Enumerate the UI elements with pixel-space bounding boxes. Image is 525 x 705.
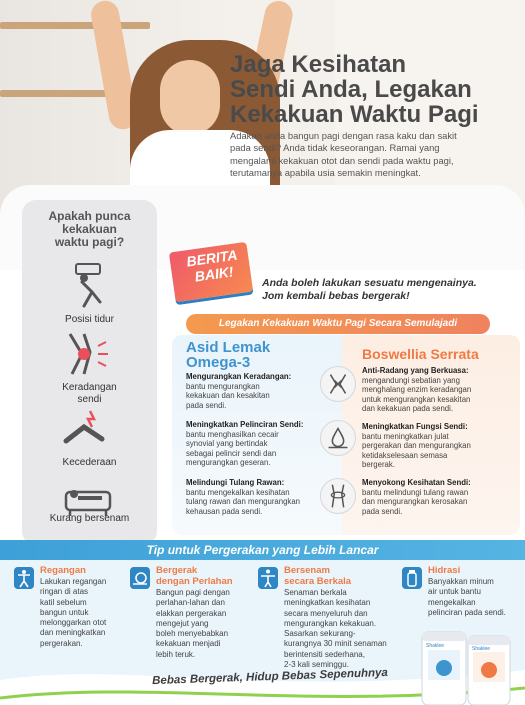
tip-line: perlahan-lahan dan — [156, 598, 225, 608]
benefit-line: synovial yang bertindak — [186, 439, 268, 449]
tip-line: pelinciran pada sendi. — [428, 607, 506, 617]
snail-icon — [130, 567, 150, 589]
benefit-line: bantu melindungi tulang rawan — [362, 487, 469, 497]
tip-line: elakkan pergerakan — [156, 608, 227, 618]
tip-body — [156, 588, 251, 660]
benefit-line: sebagai pelincir sendi dan — [186, 448, 277, 458]
benefit-title: Mengurangkan Keradangan: — [186, 372, 292, 381]
tip-line: Banyakkan minum — [428, 577, 494, 586]
boswellia-heading: Boswellia Serrata — [362, 346, 479, 362]
benefit-line: mengandungi sebatian yang — [362, 375, 460, 385]
tip-heading-line: secara Berkala — [284, 576, 352, 587]
brand-label: Shaklee — [472, 646, 491, 652]
tip-line: secara menyeluruh dan — [284, 608, 368, 618]
omega3-benefit — [186, 420, 326, 468]
tip-line: berintensiti sederhana, — [284, 649, 365, 659]
cause-label-line: sendi — [77, 394, 102, 405]
benefit-line: kekakuan dan kesakitan — [186, 391, 270, 401]
benefit-title: Meningkatkan Fungsi Sendi: — [362, 422, 468, 431]
benefit-line: dan kekakuan pada sendi. — [362, 404, 454, 414]
cause-label: Kurang bersenam — [49, 513, 130, 524]
benefit-title: Menyokong Kesihatan Sendi: — [362, 478, 471, 487]
benefit-line: bergerak. — [362, 460, 395, 470]
tip-line: bangun untuk — [40, 607, 89, 617]
benefit-line: ketidakselesaan semasa — [362, 450, 448, 460]
benefit-line: bantu mengurangkan — [186, 381, 260, 391]
cartilage-joint-icon — [320, 478, 356, 514]
tip-body — [284, 588, 399, 670]
tip-line: lebih teruk. — [156, 649, 196, 659]
tip-line: Sasarkan sekurang- — [284, 629, 356, 639]
tip-heading-line: Bersenam — [284, 565, 330, 576]
page-title — [230, 52, 520, 127]
title-line: Jaga Kesihatan — [230, 51, 407, 78]
title-line: Sendi Anda, Legakan — [230, 76, 472, 103]
tip-line: mengekalkan — [428, 597, 476, 607]
benefit-line: pada sendi. — [186, 400, 227, 410]
tip-line: meningkatkan kesihatan — [284, 598, 371, 608]
good-news-message — [262, 277, 517, 303]
intro-line: mengalami kekakuan otot dan sendi pada waktu pagi, — [230, 154, 454, 166]
cause-label — [22, 382, 157, 406]
tips-title: Tip untuk Pergerakan yang Lebih Lancar — [0, 540, 525, 560]
cause-label: Kecederaan — [62, 457, 117, 468]
heading-line: Omega-3 — [186, 354, 251, 371]
slogan: Bebas Bergerak, Hidup Bebas Sepenuhnya — [151, 666, 389, 688]
boswellia-benefit — [362, 366, 512, 414]
inflamed-knee-icon — [62, 330, 114, 378]
message-line: Anda boleh lakukan sesuatu mengenainya. — [262, 277, 477, 289]
inflammation-x-icon — [320, 366, 356, 402]
omega3-benefit — [186, 372, 326, 410]
tip-heading: Regangan — [40, 565, 86, 576]
tip-line: Senaman berkala — [284, 588, 347, 597]
benefit-line: pada sendi. — [362, 506, 403, 516]
question-line: kekakuan — [62, 222, 117, 236]
stretching-icon — [14, 567, 34, 589]
benefit-line: tulang rawan dan mengurangkan — [186, 497, 301, 507]
tip-line: kekakuan menjadi — [156, 639, 221, 649]
woman-face — [160, 60, 220, 135]
benefit-line: bantu meningkatkan julat — [362, 431, 449, 441]
benefit-line: mengurangkan geseran. — [186, 458, 271, 468]
tip-heading — [284, 565, 351, 587]
product-bottles-image — [418, 628, 513, 705]
wall-shelf — [0, 90, 110, 97]
tip-line: kurangnya 30 minit senaman — [284, 639, 387, 649]
brand-label: Shaklee — [426, 643, 445, 649]
exercise-icon — [258, 567, 278, 589]
tip-line: boleh menyebabkan — [156, 629, 229, 639]
benefit-title: Melindungi Tulang Rawan: — [186, 478, 285, 487]
tip-heading-line: dengan Perlahan — [156, 576, 233, 587]
tip-line: Bangun pagi dengan — [156, 588, 230, 597]
tip-line: melonggarkan otot — [40, 618, 107, 628]
benefit-title: Meningkatkan Pelinciran Sendi: — [186, 420, 304, 429]
intro-line: pada sendi? Anda tidak keseorangan. Ramai yang — [230, 142, 440, 154]
sleeping-position-icon — [62, 262, 114, 310]
benefit-line: pergerakan dan mengurangkan — [362, 441, 471, 451]
boswellia-benefit — [362, 422, 512, 470]
message-line: Jom kembali bebas bergerak! — [262, 290, 410, 302]
tip-heading-line: Bergerak — [156, 565, 198, 576]
intro-line: Adakah anda bangun pagi dengan rasa kaku dan sakit — [230, 130, 457, 141]
cause-label-line: Keradangan — [62, 382, 117, 393]
tip-line: mengejut yang — [156, 618, 209, 628]
badge-line: BERITA — [185, 246, 239, 270]
tip-line: pergerakan. — [40, 638, 83, 648]
tip-line: dan meningkatkan — [40, 628, 106, 638]
tip-body — [40, 577, 120, 649]
tip-line: air untuk bantu — [428, 587, 481, 597]
omega3-heading — [186, 340, 336, 370]
intro-paragraph — [230, 130, 515, 180]
wall-shelf — [0, 22, 150, 29]
question-line: waktu pagi? — [54, 235, 125, 249]
water-bottle-icon — [402, 567, 422, 589]
injured-elbow-icon — [62, 405, 114, 453]
tip-line: Lakukan regangan — [40, 577, 107, 586]
heading-line: Asid Lemak — [186, 339, 271, 356]
benefit-line: kehausan pada sendi. — [186, 506, 263, 516]
benefit-line: dan mengurangkan kerosakan — [362, 497, 468, 507]
benefit-line: untuk mengurangkan kesakitan — [362, 394, 471, 404]
tip-line: 2-3 kali seminggu. — [284, 660, 349, 670]
badge-line: BAIK! — [193, 263, 235, 285]
tip-line: ringan di atas — [40, 587, 89, 597]
tip-body — [428, 577, 523, 618]
question-line: Apakah punca — [48, 209, 131, 223]
omega3-benefit — [186, 478, 336, 516]
intro-line: terutamanya apabila usia semakin meningkat. — [230, 167, 421, 179]
natural-relief-title: Legakan Kekakuan Waktu Pagi Secara Semulajadi — [186, 314, 490, 334]
benefit-line: menghalang enzim keradangan — [362, 385, 472, 395]
tip-heading — [156, 565, 233, 587]
tip-line: katil sebelum — [40, 597, 87, 607]
benefit-title: Anti-Radang yang Berkuasa: — [362, 366, 469, 375]
causes-question — [22, 210, 157, 249]
benefit-line: bantu menghasilkan cecair — [186, 429, 279, 439]
boswellia-benefit — [362, 478, 512, 516]
lubrication-drop-icon — [320, 420, 356, 456]
benefit-line: bantu mengekalkan kesihatan — [186, 487, 290, 497]
tip-line: mengurangkan kekakuan. — [284, 618, 377, 628]
tip-heading: Hidrasi — [428, 565, 461, 576]
cause-label: Posisi tidur — [65, 314, 114, 325]
title-line: Kekakuan Waktu Pagi — [230, 101, 479, 128]
